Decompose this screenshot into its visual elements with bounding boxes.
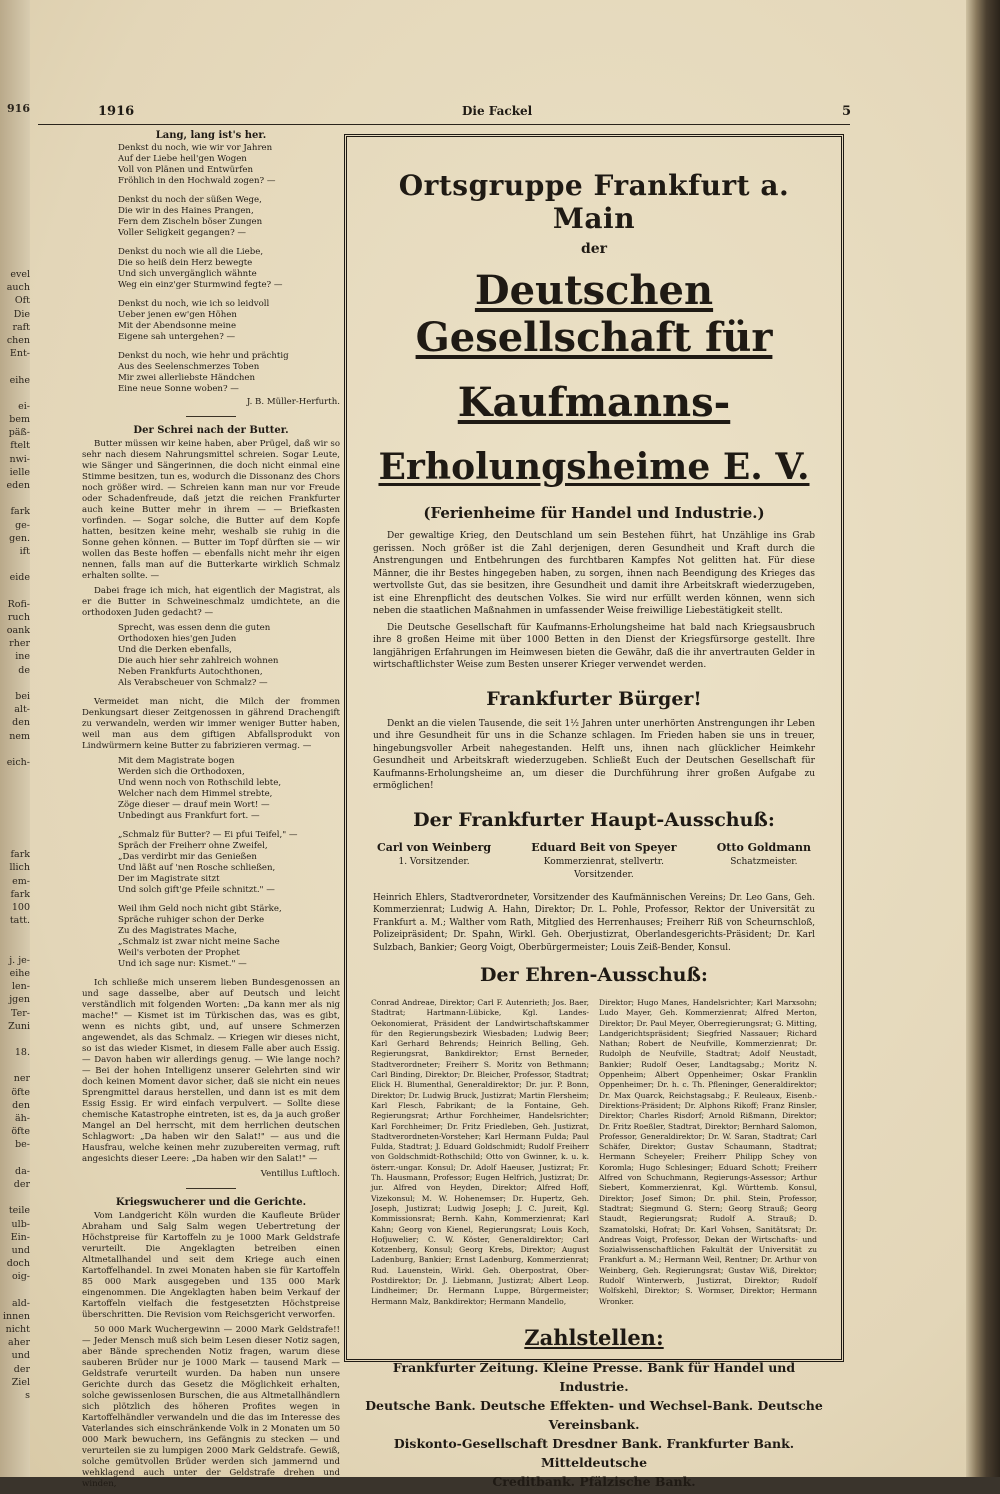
margin-fragment: evel — [10, 269, 30, 280]
verse-line: „Schmalz ist zwar nicht meine Sache — [118, 937, 280, 947]
poem-stanza — [118, 195, 340, 239]
verse-line: Neben Frankfurts Autochthonen, — [118, 667, 263, 677]
verse-line: Und wenn noch von Rothschild lebte, — [118, 778, 282, 788]
margin-fragment: 100 — [11, 902, 30, 913]
ad-heading-buerger: Frankfurter Bürger! — [486, 687, 702, 710]
margin-fragment: eihe — [9, 374, 30, 386]
zahlstellen-line: Deutsche Bank. Deutsche Effekten- und Wechsel-Bank. Deutsche Vereinsbank. — [365, 1397, 823, 1432]
article-paragraph: 50 000 Mark Wuchergewinn — 2000 Mark Geldstrafe!! — Jeder Mensch muß sich beim Lesen dieser Notiz sagen, aber Bände sprechenden Notiz fragen, warum diese sauberen Brüder nur je 1000 Mark — tausend Mark — Geldstrafe verurteilt wurden. Da haben nun unsere Gerichte durch das Gesetz die Möglichkeit erhalten, solche gewissenlosen Burschen, die aus Altmetallhändlern sich plötzlich des höheren Profites wegen in Kartoffelhändler verwandeln und die das im Interesse des Vaterlandes sich einschränkende Volk in 2 Monaten um 50 000 Mark bewuchern, ins Gefängnis zu stecken — und verurteilen sie zu lumpigen 2000 Mark Geldstrafe. Gewiß, solche gemütvollen Brüder werden sich jammernd und wehklagend auch unter der Geldstrafe drehen und winden, — [82, 1325, 340, 1489]
verse-line: Unbedingt aus Frankfurt fort. — — [118, 811, 260, 821]
poem-signature: J. B. Müller-Herfurth. — [246, 397, 340, 407]
poem-stanza — [118, 247, 340, 291]
verse-line: Zu des Magistrates Mache, — [118, 926, 238, 936]
margin-fragment: chen — [6, 334, 30, 346]
margin-fragment: oank — [6, 625, 30, 637]
margin-fragment: und — [11, 1244, 30, 1256]
margin-fragment: fark — [10, 506, 30, 518]
ad-title-ortsgruppe: Ortsgruppe Frankfurt a. Main — [398, 169, 790, 235]
verse-line: Werden sich die Orthodoxen, — [118, 767, 245, 777]
margin-fragment — [0, 1191, 30, 1204]
margin-fragment: Die — [13, 308, 30, 320]
signer-name: Carl von Weinberg — [377, 840, 492, 854]
margin-fragment: be- — [15, 1139, 30, 1151]
margin-fragment: doch — [6, 1258, 30, 1270]
verse-line: Eigene sah untergehen? — — [118, 332, 236, 342]
margin-fragment: len- — [12, 981, 30, 993]
margin-fragment: ulb- — [11, 1218, 30, 1230]
left-column — [82, 130, 340, 1494]
header-year: 1916 — [98, 104, 135, 119]
verse-line: Weg ein einz'ger Sturmwind fegte? — — [118, 280, 283, 290]
ad-heading-haupt-ausschuss: Der Frankfurter Haupt-Ausschuß: — [413, 808, 775, 831]
margin-fragment: tatt. — [9, 915, 30, 927]
ad-paragraph: Die Deutsche Gesellschaft für Kaufmanns-Erholungsheime hat bald nach Kriegsausbruch ihre 8 großen Heime mit über 1000 Betten in den Dienst der Kriegsfürsorge gestellt. Ihre langjährigen Erfahrungen im Heimwesen bieten die Gewähr, daß die ihr anvertrauten Gelder in wirtschaftlichster Weise zum Besten unserer Krieger verwendet werden. — [373, 622, 815, 670]
margin-fragment: Ziel — [11, 1376, 30, 1388]
poem-stanza — [118, 143, 340, 187]
ad-paragraph: Der gewaltige Krieg, den Deutschland um sein Bestehen führt, hat Unzählige ins Grab gerissen. Noch größer ist die Zahl derjenigen, deren Gesundheit und Kraft durch die Anstrengungen und Entbehrungen des furchtbaren Kampfes Not gelitten hat. Für diese Männer, die ihr Bestes hingegeben haben, zu sorgen, ihnen nach Beendigung des Krieges das wertvollste Gut, das sie besitzen, ihre Gesundheit und damit ihre Arbeitskraft wiederzugeben, ist eine Ehrenpflicht des deutschen Volkes. Sie wird nur erfüllt werden können, wenn sich neben die staatlichen Maßnahmen in umfassender Weise freiwillige Liebestätigkeit stellt. — [373, 531, 815, 616]
margin-fragment: eihe — [9, 967, 30, 979]
margin-fragment: der — [13, 1363, 30, 1375]
margin-fragment: öfte — [11, 1086, 30, 1098]
margin-fragment — [0, 769, 30, 782]
margin-fragment — [0, 360, 30, 373]
margin-fragment — [0, 796, 30, 809]
margin-fragment — [0, 1059, 30, 1072]
margin-fragment — [0, 822, 30, 835]
article-paragraph: Dabei frage ich mich, hat eigentlich der Magistrat, als er die Butter in Schweineschmalz umdichtete, an die orthodoxen Juden gedacht? — — [82, 586, 340, 618]
verse-line: Zöge dieser — drauf mein Wort! — — [118, 800, 270, 810]
ehren-column: Conrad Andreae, Direktor; Carl F. Autenrieth; Jos. Baer, Stadtrat; Hartmann-Lübicke, Kgl. Landes-Oekonomierat, Präsident der Landwirtschaftskammer für den Regierungsbezirk Wiesbaden; Ludwig Beer; Karl Gerhard Behrends; Heinrich Belling, Geh. Regierungsrat, Bankdirektor; Ernst Berneder, Stadtverordneter; Freiherr S. Moritz von Bethmann; Carl Binding, Direktor; Dr. Bleicher, Professor, Stadtrat; Elick H. Blumenthal, Generaldirektor; Dr. jur. P. Bonn, Direktor; Dr. Ludwig Bruck, Justizrat; Martin Flersheim; Karl Flesch, Fabrikant; de la Fontaine, Geh. Regierungsrat; Arthur Forchheimer, Handelsrichter; Karl Forchheimer; Dr. Fritz Friedleben, Geh. Justizrat, Stadtverordneten-Vorsteher; Karl Hermann Fulda; Paul Fulda, Stadtrat; J. Eduard Goldschmidt; Rudolf Freiherr von Goldschmidt-Rothschild; Otto von Gwinner, k. u. k. österr.-ungar. Konsul; Dr. Adolf Haeuser, Justizrat; Fr. Th. Hausmann, Professor; Eugen Helfrich, Justizrat; Dr. jur. Alfred von Heyden, Direktor; Alfred Hoff, Vizekonsul; M. W. Hohenemser; Dr. Hupertz, Geh. Joseph, Justizrat; Ludwig Joseph; J. C. Jureit, Kgl. Kommissionsrat; Bernh. Kahn, Kommerzienrat; Karl Kahn; Georg von Kienel, Regierungsrat; Louis Koch, Hofjuwelier; C. W. Köster, Generaldirektor; Carl Kotzenberg, Konsul; Georg Krebs, Direktor; August Ladenburg, Bankier; Ernst Ladenburg, Kommerzienrat; Rud. Lauenstein, Wirkl. Geh. Oberpostrat, Ober-Postdirektor; Dr. J. Liebmann, Justizrat; Albert Leop. Lindheimer; Dr. Hermann Luppe, Bürgermeister; Hermann Malz, Bankdirektor; Hermann Mandello, — [371, 998, 589, 1306]
margin-fragment: ner — [13, 1073, 30, 1085]
article-paragraph: Ich schließe mich unserem lieben Bundesgenossen an und sage dasselbe, aber auf Deutsch und leicht verständlich mit folgenden Worten: „Da kann mer als nig mache!" — Kismet ist im Türkischen das, was es gibt, wenn es nichts gibt, und, auf unsere Schmerzen angewendet, als das Schmalz. — Kriegen wir dieses nicht, so ist das wieder Kismet, in diesem Falle aber auch Essig. — Davon haben wir allerdings genug. — Wie lange noch? — Bei der hohen Intelligenz unserer Gelehrten sind wir doch keinen Moment davor sicher, daß sie nicht ein neues Sprengmittel daraus herstellen, und dann ist es mit dem Essig Essig. Er wird einfach verpulvert. — Sollte diese chemische Katastrophe eintreten, ist es, da ja auch großer Mangel an Del herrscht, mit dem herrlichen deutschen Schlagwort: „Da haben wir den Salat!" — aus und die Hausfrau, welche keinen mehr zuzubereiten vermag, ruft angesichts dieser Leere: „Da haben wir den Salat!" — — [82, 978, 340, 1164]
margin-fragment: bem — [9, 414, 30, 426]
margin-fragment: eich- — [6, 756, 30, 768]
margin-fragment: rher — [9, 638, 30, 650]
ad-title-der: der — [580, 241, 608, 257]
margin-fragment: den — [12, 1099, 30, 1111]
ehren-column: Direktor; Hugo Manes, Handelsrichter; Karl Marxsohn; Ludo Mayer, Geh. Kommerzienrat; Alfred Merton, Direktor; Dr. Paul Meyer, Oberregierungsrat; G. Mitting, Landgerichtspräsident; Siegfried Nassauer; Richard Nathan; Robert de Neufville, Kommerzienrat; Dr. Rudolph de Neufville, Stadtrat; Adolf Neustadt, Bankier; Rudolf Oeser, Landtagsabg.; Moritz N. Oppenheim; Albert Oppenheimer; Oskar Franklin Oppenheimer; Dr. h. c. Th. Pfleninger, Generaldirektor; Dr. Max Quarck, Reichstagsabg.; F. Reuleaux, Eisenb.-Direktions-Präsident; Dr. Alphons Rikoff; Franz Rinsler, Direktor; Charles Risdorf; Arnold Rißmann, Direktor; Dr. Fritz Roeßler, Stadtrat, Direktor; Bernhard Salomon, Professor, Generaldirektor; Dr. W. Saran, Stadtrat; Carl Schäfer, Direktor; Gustav Schaumann, Stadtrat; Hermann Scheyeler; Freiherr Philipp Schey von Koromla; Hugo Schlesinger; Eduard Schott; Freiherr Alfred von Schuchmann, Regierungs-Assessor; Arthur Siebert, Kommerzienrat, Kgl. Württemb. Konsul, Direktor; Josef Simon; Dr. phil. Stein, Professor, Stadtrat; Siegmund G. Stern; Georg Strauß; Georg Staudt, Regierungsrat; Rudolf A. Strauß; D. Szamatolski, Hofrat; Dr. Karl Vohsen, Sanitätsrat; Dr. Andreas Voigt, Professor, Dekan der Wirtschafts- und Sozialwissenschaftlichen Fakultät der Universität zu Frankfurt a. M.; Hermann Weil, Rentner; Dr. Arthur von Weinberg, Geh. Regierungsrat; Gustav Wiß, Direktor; Rudolf Winterwerb, Justizrat, Direktor; Rudolf Wolfskehl, Direktor; S. Wormser, Direktor; Hermann Wronker. — [599, 998, 817, 1306]
ad-heading-ehren-ausschuss: Der Ehren-Ausschuß: — [480, 964, 708, 986]
margin-fragment: bei — [15, 691, 30, 702]
verse-line: Denkst du noch der süßen Wege, — [118, 195, 262, 205]
margin-fragment: ruch — [7, 611, 30, 623]
verse-line: Auf der Liebe heil'gen Wogen — [118, 154, 247, 164]
verse-line: Aus des Seelenschmerzes Toben — [118, 362, 260, 372]
ad-signers — [377, 841, 811, 882]
margin-fragment: innen — [2, 1310, 30, 1322]
margin-fragment: 18. — [14, 1047, 30, 1059]
margin-fragment — [0, 677, 30, 690]
margin-fragment — [0, 1152, 30, 1165]
margin-fragment — [0, 1283, 30, 1296]
margin-fragment: den — [12, 717, 30, 729]
margin-fragment — [0, 387, 30, 400]
margin-fragment: ge- — [15, 519, 30, 531]
verse-line: Sprecht, was essen denn die guten — [118, 623, 271, 633]
margin-fragment — [0, 558, 30, 571]
margin-fragment: ielle — [9, 466, 30, 478]
advertisement-box — [344, 134, 844, 1489]
article-verse — [118, 623, 340, 689]
signer-role: 1. Vorsitzender. — [398, 856, 470, 867]
article-title-wucherer: Kriegswucherer und die Gerichte. — [115, 1197, 307, 1208]
margin-fragment: Rofi- — [7, 598, 30, 610]
margin-fragment: nwi- — [9, 453, 30, 465]
verse-line: „Schmalz für Butter? — Ei pfui Teifel," — — [118, 830, 298, 840]
verse-line: Spräche ruhiger schon der Derke — [118, 915, 265, 925]
ad-title-kaufmanns: Kaufmanns- — [457, 379, 731, 426]
verse-line: Spräch der Freiherr ohne Zweifel, — [118, 841, 268, 851]
margin-fragment — [0, 809, 30, 822]
header-title: Die Fackel — [462, 104, 533, 118]
ad-title-erholungsheime: Erholungsheime E. V. — [378, 446, 810, 488]
ad-paragraph: Denkt an die vielen Tausende, die seit 1½ Jahren unter unerhörten Anstrengungen ihr Leben und ihre Gesundheit für uns in die Schanze schlagen. Im Frieden haben sie uns in treuer, hingebungsvoller Arbeit nahegestanden. Helft uns, ihnen nach glücklicher Heimkehr Gesundheit und Arbeitskraft wiederzugeben. Schließt Euch der Deutschen Gesellschaft für Kaufmanns-Erholungsheime an, um dieser die Durchführung ihrer großen Aufgabe zu ermöglichen! — [373, 718, 815, 791]
verse-line: Und sich unvergänglich wähnte — [118, 269, 257, 279]
margin-fragment: ei- — [18, 400, 30, 412]
signer — [377, 841, 491, 882]
verse-line: Denkst du noch wie all die Liebe, — [118, 247, 264, 257]
margin-fragment: nicht — [5, 1324, 30, 1335]
margin-fragment: j. je- — [9, 954, 30, 966]
ad-title-gesellschaft: Deutschen Gesellschaft für — [415, 267, 773, 361]
margin-fragment: jgen — [9, 994, 30, 1006]
margin-fragment — [0, 492, 30, 505]
article-title-butter: Der Schrei nach der Butter. — [133, 425, 289, 436]
ad-zahlstellen — [361, 1358, 827, 1491]
verse-line: Und läßt auf 'nen Rosche schließen, — [118, 863, 276, 873]
signer-role: Kommerzienrat, stellvertr. Vorsitzender. — [543, 856, 664, 880]
article-verse — [118, 830, 340, 896]
margin-fragment: s — [25, 1389, 30, 1401]
verse-line: Mit der Abendsonne meine — [118, 321, 237, 331]
verse-line: Denkst du noch, wie ich so leidvoll — [118, 299, 270, 309]
verse-line: Fröhlich in den Hochwald zogen? — — [118, 176, 276, 186]
verse-line: Orthodoxen hies'gen Juden — [118, 634, 237, 644]
verse-line: Und solch gift'ge Pfeile schnitzt." — — [118, 885, 275, 895]
margin-fragment: ald- — [12, 1297, 30, 1309]
verse-line: Ueber jenen ew'gen Höhen — [118, 310, 237, 320]
margin-fragment: raft — [12, 321, 30, 333]
ad-ehren-members — [371, 998, 817, 1307]
margin-fragment: llich — [9, 862, 30, 874]
margin-fragment: eden — [6, 480, 30, 491]
verse-line: Eine neue Sonne woben? — — [118, 384, 239, 394]
margin-fragment: äh- — [15, 1113, 30, 1124]
verse-line: Voller Seligkeit gegangen? — — [118, 228, 247, 238]
article-signature: Ventillus Luftloch. — [260, 1169, 340, 1179]
zahlstellen-line: Creditbank. Pfälzische Bank. — [492, 1473, 696, 1489]
margin-fragment: eide — [9, 572, 30, 584]
margin-fragment: ift — [19, 545, 30, 557]
verse-line: Denkst du noch, wie hehr und prächtig — [118, 351, 289, 361]
poem-title: Lang, lang ist's her. — [155, 130, 267, 141]
header-rule — [38, 124, 850, 125]
margin-fragment: fark — [10, 849, 30, 861]
margin-fragment: päß- — [8, 427, 30, 439]
margin-fragment — [0, 1033, 30, 1046]
margin-fragment: fark — [10, 888, 30, 900]
verse-line: Und ich sage nur: Kismet." — — [118, 959, 247, 969]
ad-subtitle: (Ferienheime für Handel und Industrie.) — [423, 504, 765, 522]
verse-line: Als Verabscheuer von Schmalz? — — [118, 678, 268, 688]
verse-line: Fern dem Zischeln böser Zungen — [118, 217, 263, 227]
margin-fragment: der — [13, 1178, 30, 1190]
verse-line: Mit dem Magistrate bogen — [118, 756, 235, 766]
divider — [186, 416, 236, 417]
margin-fragment: Zuni — [8, 1020, 30, 1032]
margin-fragment — [0, 743, 30, 756]
signer-role: Schatzmeister. — [730, 856, 798, 867]
page-number: 5 — [842, 104, 852, 119]
poem-body — [82, 143, 340, 395]
signer-name: Otto Goldmann — [716, 840, 811, 854]
signer-name: Eduard Beit von Speyer — [531, 840, 677, 854]
ad-haupt-members: Heinrich Ehlers, Stadtverordneter, Vorsitzender des Kaufmännischen Vereins; Dr. Leo Gans, Geh. Kommerzienrat; Ludwig A. Hahn, Direktor; Dr. L. Pohle, Professor, Rektor der Universität zu Frankfurt a. M.; Walther vom Rath, Mitglied des Herrenhauses; Freiherr Riß von Scheurnschloß, Polizeipräsident; Dr. Spahn, Wirkl. Geh. Oberjustizrat, Oberlandesgerichts-Präsident; Dr. Karl Sulzbach, Bankier; Georg Voigt, Oberbürgermeister; Louis Zeiß-Bender, Konsul. — [373, 892, 815, 953]
margin-fragment: ftelt — [10, 440, 30, 452]
margin-fragment: ine — [15, 651, 30, 663]
ad-heading-zahlstellen: Zahlstellen: — [524, 1324, 664, 1350]
signer — [717, 841, 811, 882]
margin-fragment: Ent- — [9, 348, 30, 360]
zahlstellen-line: Frankfurter Zeitung. Kleine Presse. Bank für Handel und Industrie. — [392, 1359, 796, 1394]
verse-line: Und die Derken ebenfalls, — [118, 645, 232, 655]
verse-line: Voll von Plänen und Entwürfen — [118, 165, 254, 175]
verse-line: Denkst du noch, wie wir vor Jahren — [118, 143, 273, 153]
book-binding-edge — [966, 0, 1000, 1477]
poem-stanza — [118, 299, 340, 343]
article-paragraph: Vermeidet man nicht, die Milch der frommen Denkungsart dieser Zeitgenossen in gährend Drachengift zu verwandeln, werden wir immer weniger Butter haben, weil man aus dem giftigen Abfallsprodukt von Lindwürmern keine Butter zu fabrizieren vermag. — — [82, 697, 340, 751]
margin-fragment: teile — [8, 1205, 30, 1217]
verse-line: Die auch hier sehr zahlreich wohnen — [118, 656, 279, 666]
margin-fragment: nem — [9, 730, 30, 742]
verse-line: Weil's verboten der Prophet — [118, 948, 240, 958]
verse-line: Welcher nach dem Himmel strebte, — [118, 789, 273, 799]
left-margin-strip — [0, 0, 30, 1477]
article-paragraph: Vom Landgericht Köln wurden die Kaufleute Brüder Abraham und Salg Salm wegen Uebertretung der Höchstpreise für Kartoffeln zu je 1000 Mark Geldstrafe verurteilt. Die Angeklagten betreiben einen Altmetallhandel und seit dem Kriege auch einen Kartoffelhandel. In zwei Monaten haben sie für Kartoffeln 85 000 Mark ausgegeben und 135 000 Mark eingenommen. Die Angeklagten haben beim Verkauf der Kartoffeln vielfach die festgesetzten Höchstpreise überschritten. Die Revision vom Reichsgericht verworfen. — [82, 1211, 340, 1320]
divider — [186, 1188, 236, 1189]
margin-fragment — [0, 941, 30, 954]
margin-fragments — [0, 268, 30, 1402]
verse-line: Die wir in des Haines Prangen, — [118, 206, 254, 216]
margin-fragment: und — [11, 1350, 30, 1362]
article-verse — [118, 904, 340, 970]
verse-line: Der im Magistrate sitzt — [118, 874, 220, 884]
margin-fragment — [0, 782, 30, 795]
margin-fragment: öfte — [11, 1126, 30, 1138]
margin-fragment — [0, 835, 30, 848]
margin-year: 916 — [7, 102, 30, 115]
margin-fragment: da- — [15, 1165, 30, 1177]
margin-fragment — [0, 927, 30, 940]
signer — [519, 841, 689, 882]
margin-fragment: de — [18, 664, 30, 676]
margin-fragment: Oft — [14, 295, 30, 307]
margin-fragment — [0, 585, 30, 598]
margin-fragment: aher — [8, 1337, 30, 1349]
verse-line: „Das verdirbt mir das Genießen — [118, 852, 257, 862]
margin-fragment: Ein- — [10, 1231, 30, 1243]
verse-line: Mir zwei allerliebste Händchen — [118, 373, 256, 383]
margin-fragment: alt- — [14, 704, 30, 716]
poem-stanza — [118, 351, 340, 395]
zahlstellen-line: Diskonto-Gesellschaft Dresdner Bank. Frankfurter Bank. Mitteldeutsche — [393, 1435, 795, 1470]
margin-fragment: Ter- — [11, 1007, 30, 1019]
verse-line: Weil ihm Geld noch nicht gibt Stärke, — [118, 904, 282, 914]
verse-line: Die so heiß dein Herz bewegte — [118, 258, 253, 268]
article-verse — [118, 756, 340, 822]
margin-fragment: gen. — [9, 532, 30, 544]
margin-fragment: auch — [6, 282, 30, 294]
margin-fragment: oig- — [11, 1271, 30, 1283]
article-paragraph: Butter müssen wir keine haben, aber Prügel, daß wir so sehr nach diesem Nahrungsmittel schreien. Sogar Leute, wie Sänger und Sängerinnen, die doch nicht einmal eine Stimme besitzen, tun es, wodurch die Dissonanz des Chors noch größer wird. — Schreien kann man nur vor Freude oder Schadenfreude, daß jetzt die reichen Frankfurter auch keine Butter mehr in ihrem — — Briefkasten vorfinden. — Sogar solche, die Butter auf dem Kopfe hatten, besitzen keine mehr, weshalb sie ruhig in die Sonne gehen können. — Butter im Topf dürften sie — wir wollen das Beste hoffen — ebenfalls nicht mehr ihr eigen nennen, falls man auf die Butterkarte wirklich Schmalz erhalten sollte. — — [82, 439, 340, 581]
margin-fragment: em- — [12, 875, 30, 887]
